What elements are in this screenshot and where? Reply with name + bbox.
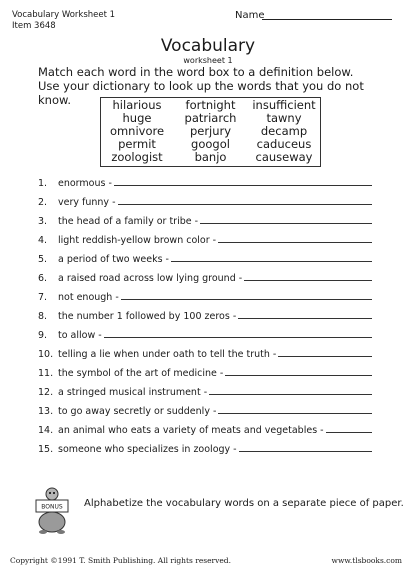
answer-line[interactable] bbox=[278, 347, 372, 357]
definition-text bbox=[58, 233, 372, 248]
answer-line[interactable] bbox=[244, 271, 372, 281]
answer-line[interactable] bbox=[121, 290, 372, 300]
definition-item bbox=[38, 176, 398, 195]
definition-item bbox=[38, 385, 398, 404]
vocab-word: googol bbox=[191, 137, 230, 151]
definition-text bbox=[58, 366, 372, 381]
item-number: 14. bbox=[38, 425, 54, 436]
definition-text bbox=[58, 252, 372, 267]
definition-label: very funny - bbox=[58, 197, 116, 208]
vocab-word: causeway bbox=[255, 150, 313, 164]
definition-text bbox=[58, 176, 372, 191]
item-number: 4. bbox=[38, 235, 48, 246]
definition-text bbox=[58, 442, 372, 457]
answer-line[interactable] bbox=[118, 195, 372, 205]
item-number: 9. bbox=[38, 330, 48, 341]
item-number: 15. bbox=[38, 444, 54, 455]
instructions: Match each word in the word box to a definition below. Use your dictionary to look up the words that you do not know. bbox=[38, 65, 364, 107]
vocab-word: banjo bbox=[194, 150, 227, 164]
answer-line[interactable] bbox=[200, 214, 372, 224]
vocab-word: zoologist bbox=[111, 150, 163, 164]
definition-label: enormous - bbox=[58, 178, 112, 189]
definition-label: to allow - bbox=[58, 330, 102, 341]
answer-line[interactable] bbox=[209, 385, 372, 395]
vocab-word: tawny bbox=[266, 111, 302, 125]
item-number: 11. bbox=[38, 368, 54, 379]
copyright-notice: Copyright ©1991 T. Smith Publishing. All rights reserved. bbox=[10, 556, 231, 565]
definition-label: the number 1 followed by 100 zeros - bbox=[58, 311, 237, 322]
definition-label: a raised road across low lying ground - bbox=[58, 273, 243, 284]
definition-label: to go away secretly or suddenly - bbox=[58, 406, 217, 417]
item-label: Item 3648 bbox=[12, 21, 56, 31]
definition-label: a period of two weeks - bbox=[58, 254, 169, 265]
item-number: 7. bbox=[38, 292, 48, 303]
item-number: 10. bbox=[38, 349, 54, 360]
answer-line[interactable] bbox=[238, 309, 372, 319]
definition-text bbox=[58, 347, 372, 362]
page-subtitle: worksheet 1 bbox=[183, 56, 233, 65]
definition-list bbox=[38, 176, 398, 461]
vocab-word: decamp bbox=[260, 124, 308, 138]
definition-label: not enough - bbox=[58, 292, 119, 303]
definition-text bbox=[58, 214, 372, 229]
definition-item bbox=[38, 233, 398, 252]
vocab-word: patriarch bbox=[184, 111, 237, 125]
definition-label: someone who specializes in zoology - bbox=[58, 444, 237, 455]
definition-text bbox=[58, 385, 372, 400]
word-box bbox=[100, 97, 321, 167]
answer-line[interactable] bbox=[218, 404, 372, 414]
definition-label: light reddish-yellow brown color - bbox=[58, 235, 217, 246]
definition-text bbox=[58, 195, 372, 210]
definition-text bbox=[58, 271, 372, 286]
answer-line[interactable] bbox=[225, 366, 372, 376]
answer-line[interactable] bbox=[104, 328, 372, 338]
vocab-word: perjury bbox=[189, 124, 232, 138]
bonus-turtle-icon bbox=[32, 486, 72, 534]
definition-item bbox=[38, 309, 398, 328]
item-number: 6. bbox=[38, 273, 48, 284]
definition-text bbox=[58, 404, 372, 419]
bonus-sign-text: BONUS bbox=[41, 503, 63, 511]
item-number: 8. bbox=[38, 311, 48, 322]
definition-text bbox=[58, 423, 372, 438]
worksheet-header bbox=[12, 10, 115, 32]
answer-line[interactable] bbox=[218, 233, 372, 243]
name-label: Name bbox=[235, 10, 265, 21]
definition-text bbox=[58, 309, 372, 324]
answer-line[interactable] bbox=[114, 176, 372, 186]
worksheet-label: Vocabulary Worksheet 1 bbox=[12, 10, 116, 20]
website-link[interactable]: www.tlsbooks.com bbox=[331, 556, 402, 565]
vocab-word: huge bbox=[122, 111, 152, 125]
definition-item bbox=[38, 214, 398, 233]
answer-line[interactable] bbox=[239, 442, 372, 452]
name-line bbox=[262, 19, 392, 20]
definition-item bbox=[38, 328, 398, 347]
item-number: 5. bbox=[38, 254, 48, 265]
item-number: 12. bbox=[38, 387, 54, 398]
answer-line[interactable] bbox=[326, 423, 372, 433]
item-number: 13. bbox=[38, 406, 54, 417]
vocab-word: insufficient bbox=[252, 98, 316, 112]
vocab-word: fortnight bbox=[185, 98, 236, 112]
definition-item bbox=[38, 366, 398, 385]
definition-label: the symbol of the art of medicine - bbox=[58, 368, 224, 379]
item-number: 3. bbox=[38, 216, 48, 227]
definition-item bbox=[38, 252, 398, 271]
vocab-word: permit bbox=[118, 137, 156, 151]
definition-text bbox=[58, 328, 372, 343]
vocab-word: omnivore bbox=[109, 124, 165, 138]
definition-item bbox=[38, 442, 398, 461]
word-grid bbox=[101, 98, 320, 164]
definition-item bbox=[38, 271, 398, 290]
definition-item bbox=[38, 404, 398, 423]
item-number: 2. bbox=[38, 197, 48, 208]
definition-label: the head of a family or tribe - bbox=[58, 216, 199, 227]
definition-item bbox=[38, 290, 398, 309]
definition-label: telling a lie when under oath to tell the truth - bbox=[58, 349, 277, 360]
definition-item bbox=[38, 423, 398, 442]
definition-label: a stringed musical instrument - bbox=[58, 387, 208, 398]
bonus-instruction: Alphabetize the vocabulary words on a separate piece of paper. bbox=[84, 498, 404, 509]
item-number: 1. bbox=[38, 178, 48, 189]
page-title: Vocabulary bbox=[160, 36, 256, 56]
definition-item bbox=[38, 347, 398, 366]
vocab-word: caduceus bbox=[256, 137, 312, 151]
definition-text bbox=[58, 290, 372, 305]
answer-line[interactable] bbox=[171, 252, 372, 262]
definition-label: an animal who eats a variety of meats and vegetables - bbox=[58, 425, 324, 436]
vocab-word: hilarious bbox=[112, 98, 162, 112]
definition-item bbox=[38, 195, 398, 214]
